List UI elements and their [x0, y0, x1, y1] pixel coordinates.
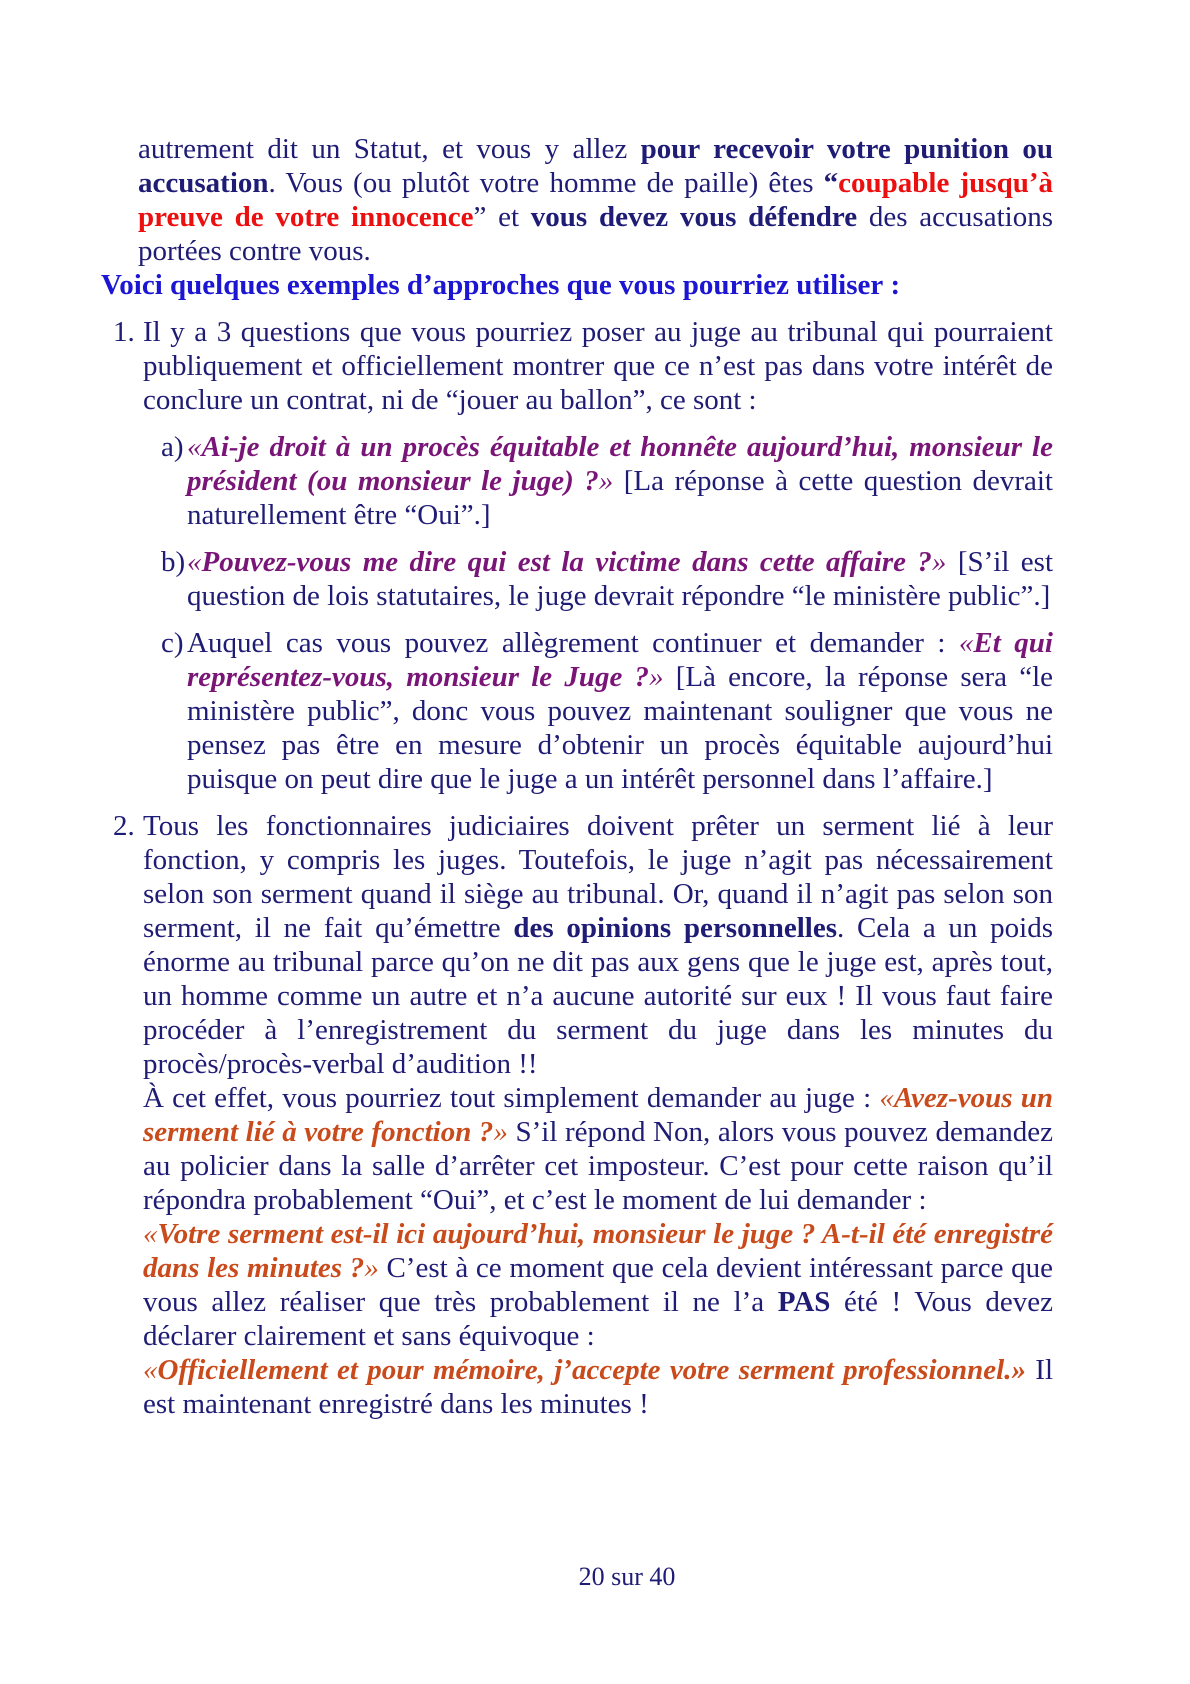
text-run: [S’il est question de lois statutaires, le juge devrait répondre “le ministère public”.]	[187, 546, 1053, 612]
text-run: Officiellement et pour mémoire, j’accepte votre serment professionnel.»	[157, 1354, 1026, 1386]
text-run: Il est maintenant enregistré dans les minutes !	[143, 1354, 1053, 1420]
text-run: vous devez vous défendre	[530, 201, 858, 233]
text-run: Tous les fonctionnaires judiciaires doivent prêter un serment lié à leur fonction, y compris les juges. Toutefois, le juge n’agit pas nécessairement selon son serment quand il siège au tribunal. Or, quand il n’agit pas selon son serment, il ne fait qu’émettre	[143, 810, 1053, 944]
sub-item-b-text	[187, 545, 1053, 613]
text-run: PAS	[777, 1286, 831, 1318]
text-run: “	[823, 167, 839, 199]
sub-item-a-text	[187, 430, 1053, 532]
text-run: »	[598, 465, 614, 497]
list-item-1-body	[143, 315, 1053, 796]
text-run: Avez-vous un serment lié à votre fonction ?	[143, 1082, 1053, 1148]
text-run: «	[187, 431, 202, 463]
text-run: «	[187, 546, 202, 578]
text-run: [Là encore, la réponse sera “le ministère public”, donc vous pouvez maintenant souligner que vous ne pensez pas être en mesure d’obtenir un procès équitable aujourd’hui puisque on peut dire que le juge a un intérêt personnel dans l’affaire.]	[187, 661, 1053, 795]
text-run: Pouvez-vous me dire qui est la victime dans cette affaire ?	[201, 546, 932, 578]
list-item-2	[101, 809, 1053, 1081]
list-item-2-body	[143, 809, 1053, 1081]
text-run: . Vous (ou plutôt votre homme de paille) êtes	[268, 167, 824, 199]
text-run: «	[143, 1354, 158, 1386]
list-item-2-text	[143, 809, 1053, 1081]
paragraph-oath-question	[143, 1081, 1053, 1217]
paragraph-oath-recorded-question	[143, 1217, 1053, 1353]
text-run: «	[879, 1082, 894, 1114]
text-run: Votre serment est-il ici aujourd’hui, monsieur le juge ? A-t-il été enregistré dans les minutes ?	[143, 1218, 1053, 1284]
text-run: »	[364, 1252, 379, 1284]
text-run: coupable jusqu’à preuve de votre innocence	[138, 167, 1053, 233]
text-run: . Cela a un poids énorme au tribunal parce qu’on ne dit pas aux gens que le juge est, après tout, un homme comme un autre et n’a aucune autorité sur eux ! Il vous faut faire procéder à l’enregistrement du serment du juge dans les minutes du procès/procès-verbal d’audition !!	[143, 912, 1053, 1080]
text-run: Ai-je droit à un procès équitable et honnête aujourd’hui, monsieur le président (ou monsieur le juge) ?	[187, 431, 1053, 497]
text-run: des opinions personnelles	[513, 912, 837, 944]
sub-item-c-text	[187, 626, 1053, 796]
text-run: S’il répond Non, alors vous pouvez demandez au policier dans la salle d’arrêter cet imposteur. C’est pour cette raison qu’il répondra probablement “Oui”, et c’est le moment de lui demander :	[143, 1116, 1053, 1216]
list-item-1	[101, 315, 1053, 796]
text-run: ” et	[473, 201, 531, 233]
sub-item-b-letter: b)	[161, 546, 186, 578]
text-run: «	[143, 1218, 158, 1250]
text-run: [La réponse à cette question devrait naturellement être “Oui”.]	[187, 465, 1053, 531]
text-run: Auquel cas vous pouvez allègrement continuer et demander :	[187, 627, 959, 659]
sub-item-a	[161, 430, 1053, 532]
list-item-1-number: 1.	[113, 316, 135, 348]
intro-paragraph	[138, 132, 1053, 268]
sub-item-a-letter: a)	[161, 431, 184, 463]
text-run: »	[493, 1116, 508, 1148]
text-run: Il y a 3 questions que vous pourriez poser au juge au tribunal qui pourraient publiquement et officiellement montrer que ce n’est pas dans votre intérêt de conclure un contrat, ni de “jouer au ballon”, ce sont :	[143, 316, 1053, 416]
text-run: pour recevoir votre punition ou accusation	[138, 133, 1053, 199]
document-page	[101, 132, 1053, 1421]
list-item-1-text	[143, 315, 1053, 417]
sub-item-c	[161, 626, 1053, 796]
sub-item-c-letter: c)	[161, 627, 184, 659]
page-number: 20 sur 40	[578, 1562, 676, 1591]
text-run: »	[649, 661, 664, 693]
text-run: »	[931, 546, 947, 578]
paragraph-accept-oath	[143, 1353, 1053, 1421]
text-run: des accusations portées contre vous.	[138, 201, 1053, 267]
text-run: autrement dit un Statut, et vous y allez	[138, 133, 641, 165]
text-run: Et qui représentez-vous, monsieur le Juge ?	[187, 627, 1053, 693]
text-run: été ! Vous devez déclarer clairement et sans équivoque :	[143, 1286, 1053, 1352]
text-run: «	[958, 627, 974, 659]
list-item-2-number: 2.	[113, 810, 135, 842]
text-run: C’est à ce moment que cela devient intéressant parce que vous allez réaliser que très probablement il ne l’a	[143, 1252, 1053, 1318]
sub-item-b	[161, 545, 1053, 613]
text-run: À cet effet, vous pourriez tout simplement demander au juge :	[143, 1082, 880, 1114]
section-heading: Voici quelques exemples d’approches que vous pourriez utiliser :	[101, 269, 901, 301]
